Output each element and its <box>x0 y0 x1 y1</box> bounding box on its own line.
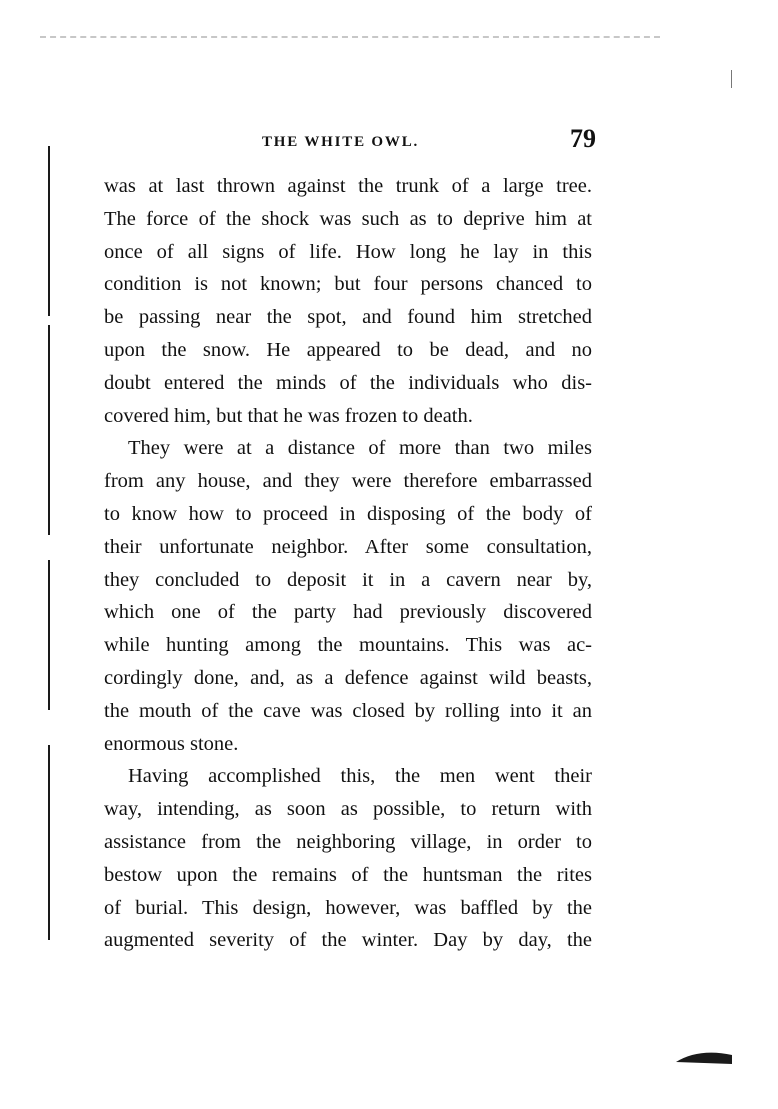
text-line: enormous stone. <box>104 732 239 755</box>
text-line: once of all signs of life. How long he lay in this <box>104 240 592 263</box>
text-line: to know how to proceed in disposing of the body of <box>104 502 592 525</box>
thumb-shadow-mark <box>676 1050 732 1064</box>
text-line: bestow upon the remains of the huntsman the rites <box>104 863 592 886</box>
text-line: assistance from the neighboring village, in order to <box>104 830 592 853</box>
paragraph <box>104 760 592 957</box>
text-line: Having accomplished this, the men went their <box>128 765 592 788</box>
text-line: their unfortunate neighbor. After some consultation, <box>104 535 592 558</box>
running-title: THE WHITE OWL. <box>262 134 420 150</box>
scan-artifact-right-tick <box>731 70 732 88</box>
text-line: They were at a distance of more than two miles <box>128 437 592 460</box>
text-line: The force of the shock was such as to deprive him at <box>104 207 592 230</box>
paragraph <box>104 432 592 760</box>
text-line: was at last thrown against the trunk of a large tree. <box>104 175 592 197</box>
text-line: augmented severity of the winter. Day by day, the <box>104 929 592 952</box>
text-line: from any house, and they were therefore embarrassed <box>104 470 592 493</box>
page-header <box>104 124 596 160</box>
body-text <box>104 170 592 957</box>
text-line: upon the snow. He appeared to be dead, and no <box>104 338 592 361</box>
text-line: the mouth of the cave was closed by rolling into it an <box>104 699 592 722</box>
binding-gutter-line <box>48 325 50 535</box>
text-line: they concluded to deposit it in a cavern near by, <box>104 568 592 591</box>
paragraph <box>104 170 592 432</box>
text-line: be passing near the spot, and found him stretched <box>104 306 592 329</box>
binding-gutter-line <box>48 560 50 710</box>
text-line: of burial. This design, however, was baffled by the <box>104 896 592 919</box>
text-line: covered him, but that he was frozen to death. <box>104 404 473 427</box>
text-line: while hunting among the mountains. This was ac- <box>104 634 592 657</box>
text-line: which one of the party had previously discovered <box>104 601 592 624</box>
scan-artifact-top-line <box>40 36 660 38</box>
text-line: cordingly done, and, as a defence against wild beasts, <box>104 666 592 689</box>
text-line: doubt entered the minds of the individuals who dis- <box>104 371 592 394</box>
text-line: condition is not known; but four persons chanced to <box>104 273 592 296</box>
text-line: way, intending, as soon as possible, to return with <box>104 798 592 821</box>
binding-gutter-line <box>48 146 50 316</box>
page-number: 79 <box>570 124 596 153</box>
binding-gutter-line <box>48 745 50 940</box>
